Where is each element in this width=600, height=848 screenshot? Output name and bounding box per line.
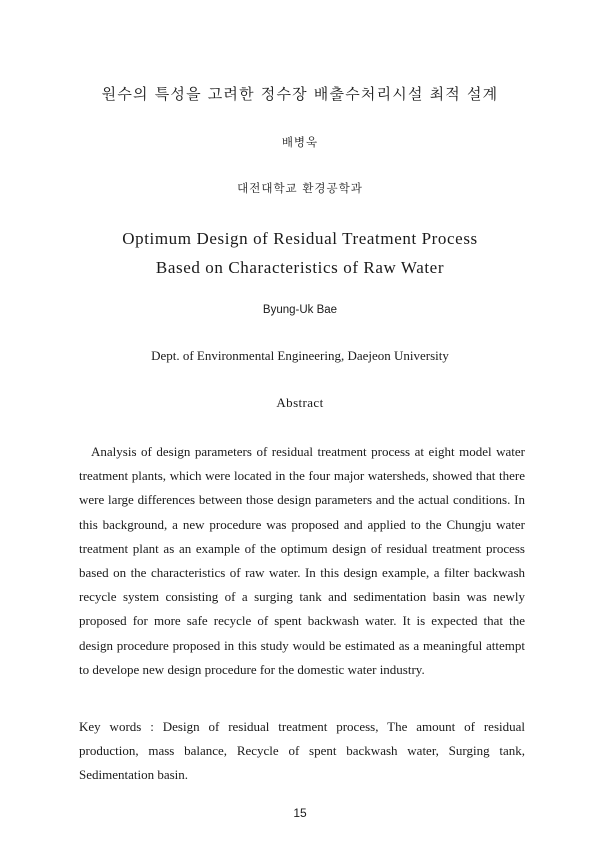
korean-title: 원수의 특성을 고려한 정수장 배출수처리시설 최적 설계	[101, 85, 499, 103]
keywords-text: Design of residual treatment process, The amount of residual production, mass balance, Recycle of spent backwash water, Surging tank, Sedimentation basin.	[79, 719, 526, 783]
keywords-paragraph	[79, 715, 525, 788]
english-author: Byung-Uk Bae	[262, 304, 338, 316]
keywords-label: Key words :	[79, 719, 154, 734]
page-number: 15	[293, 806, 307, 820]
abstract-heading: Abstract	[276, 395, 324, 410]
english-affiliation: Dept. of Environmental Engineering, Daejeon University	[151, 348, 449, 363]
abstract-body: Analysis of design parameters of residual treatment process at eight model water treatment plants, which were located in the four major watersheds, showed that there were large differences between those design parameters and the actual conditions. In this background, a new procedure was proposed and applied to the Chungju water treatment plant as an example of the optimum design of residual treatment process based on the characteristics of raw water. In this design example, a filter backwash recycle system consisting of a surging tank and sedimentation basin was newly proposed for more safe recycle of spent backwash water. It is expected that the design procedure proposed in this study would be estimated as a meaningful attempt to develope new design procedure for the domestic water industry.	[79, 444, 525, 677]
english-title	[0, 224, 600, 282]
korean-affiliation: 대전대학교 환경공학과	[237, 181, 363, 195]
english-title-line-2: Based on Characteristics of Raw Water	[155, 258, 445, 277]
korean-author: 배병욱	[281, 135, 319, 149]
english-title-line-1: Optimum Design of Residual Treatment Process	[122, 229, 478, 248]
